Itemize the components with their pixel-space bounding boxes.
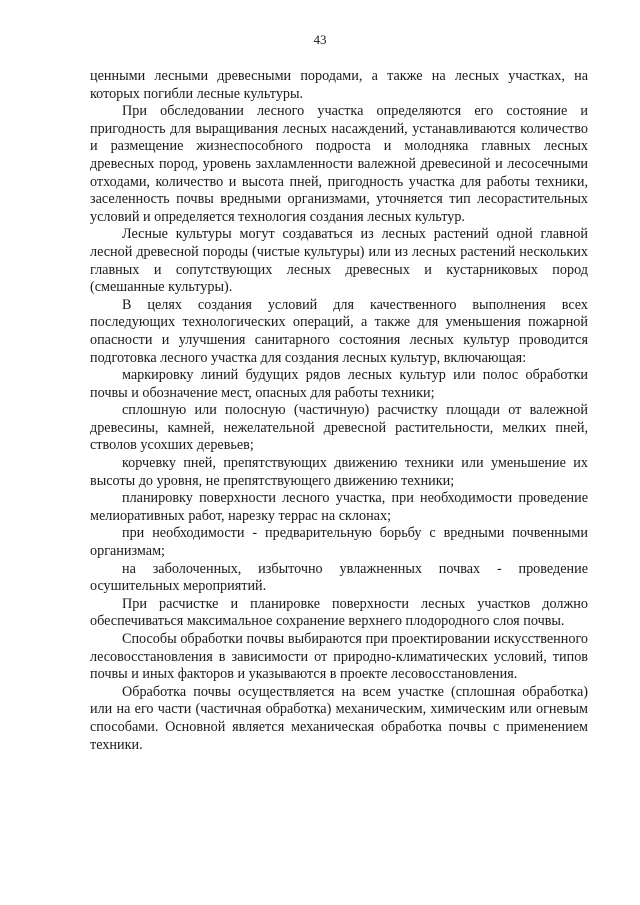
paragraph-soil-methods: Способы обработки почвы выбираются при проектировании искусственного лесовосстановления в зависимости от природно-климатических условий, типов почвы и иных факторов и указываются в проекте лесовосстановления. bbox=[90, 631, 588, 683]
list-item-clearing: сплошную или полосную (частичную) расчистку площади от валежной древесины, камней, нежелательной древесной растительности, мелких пней, стволов усохших деревьев; bbox=[90, 402, 588, 454]
paragraph-survey: При обследовании лесного участка определяются его состояние и пригодность для выращивания лесных насаждений, устанавливаются количество и размещение жизнеспособного подроста и молодняка главных лесных древесных пород, уровень захламленности валежной древесиной и лесосечными отходами, количество и высота пней, пригодность участка для работы техники, заселенность почвы вредными организмами, уточняется тип лесорастительных условий и определяется технология создания лесных культур. bbox=[90, 103, 588, 225]
paragraph-topsoil: При расчистке и планировке поверхности лесных участков должно обеспечиваться максимальное сохранение верхнего плодородного слоя почвы. bbox=[90, 595, 588, 630]
paragraph-site-preparation: В целях создания условий для качественного выполнения всех последующих технологических операций, а также для уменьшения пожарной опасности и улучшения санитарного состояния лесных культур проводится подготовка лесного участка для создания лесных культур, включающая: bbox=[90, 296, 588, 366]
list-item-marking: маркировку линий будущих рядов лесных культур или полос обработки почвы и обозначение мест, опасных для работы техники; bbox=[90, 367, 588, 401]
paragraph-soil-treatment: Обработка почвы осуществляется на всем участке (сплошная обработка) или на его части (частичная обработка) механическим, химическим или огневым способами. Основной является механическая обработка почвы с применением техники. bbox=[90, 683, 588, 753]
paragraph-culture-types: Лесные культуры могут создаваться из лесных растений одной главной лесной древесной породы (чистые культуры) или из лесных растений нескольких главных и сопутствующих лесных древесных и кустарниковых пород (смешанные культуры). bbox=[90, 226, 588, 296]
list-item-drainage: на заболоченных, избыточно увлажненных почвах - проведение осушительных мероприятий. bbox=[90, 560, 588, 595]
page-number: 43 bbox=[313, 32, 327, 47]
document-body bbox=[90, 68, 588, 754]
paragraph-continuation: ценными лесными древесными породами, а также на лесных участках, на которых погибли лесные культуры. bbox=[90, 68, 588, 102]
list-item-stump-removal: корчевку пней, препятствующих движению техники или уменьшение их высоты до уровня, не препятствующего движению техники; bbox=[90, 455, 588, 489]
list-item-leveling: планировку поверхности лесного участка, при необходимости проведение мелиоративных работ, нарезку террас на склонах; bbox=[90, 490, 588, 524]
list-item-pest-control: при необходимости - предварительную борьбу с вредными почвенными организмам; bbox=[90, 525, 588, 560]
